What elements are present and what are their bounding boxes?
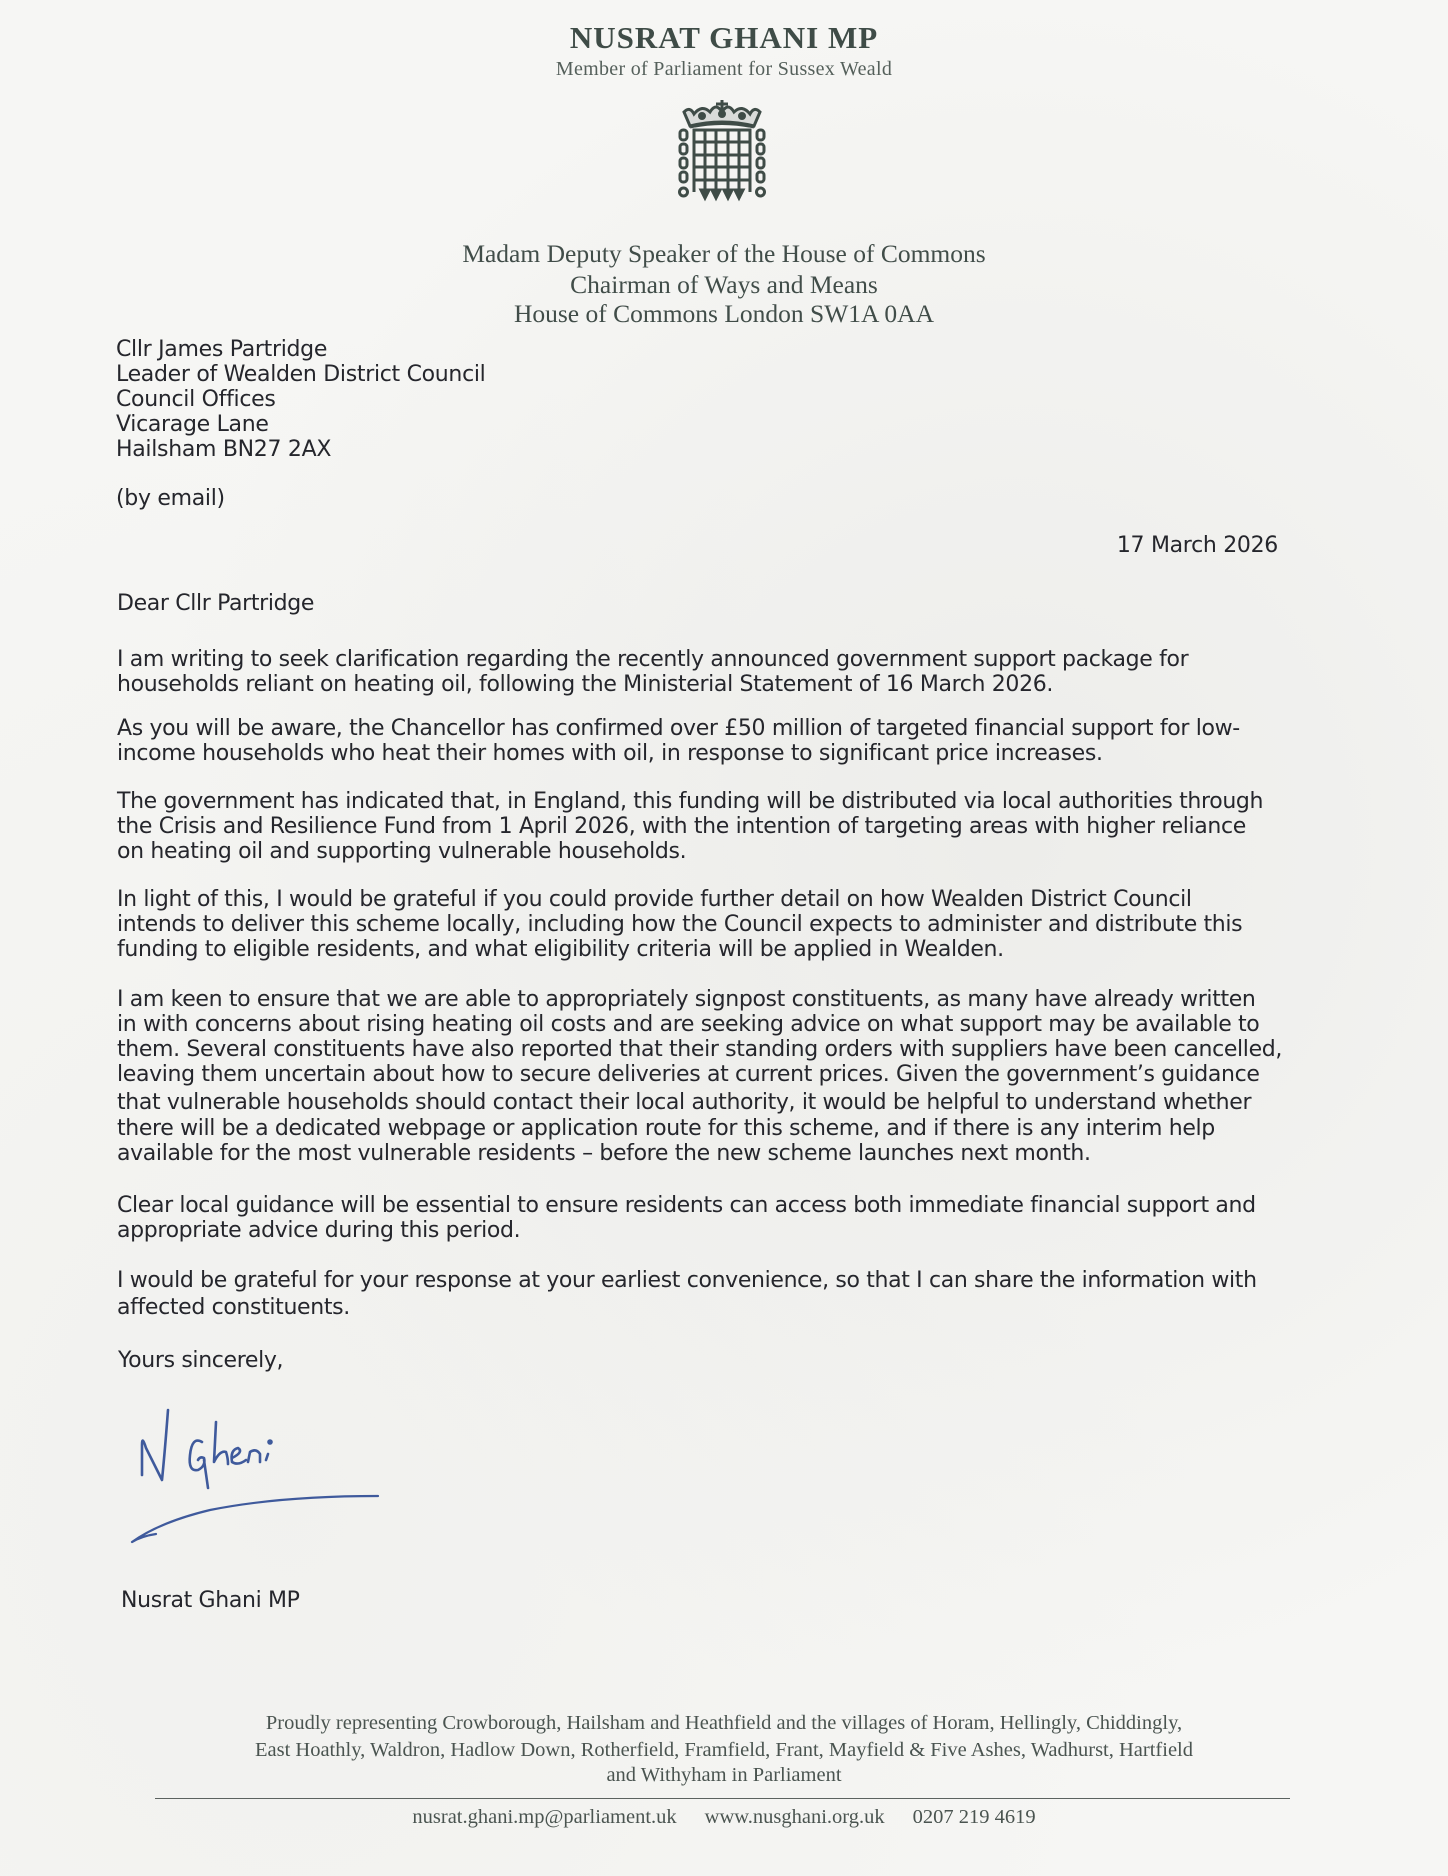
- body-line: I am keen to ensure that we are able to appropriately signpost constituents, as many have already written: [117, 987, 1256, 1012]
- body-line: income households who heat their homes with oil, in response to significant price increases.: [117, 741, 1103, 766]
- body-line: that vulnerable households should contact their local authority, it would be helpful to understand whether: [117, 1090, 1252, 1115]
- recipient-address-line: Vicarage Lane: [116, 412, 269, 437]
- recipient-title: Leader of Wealden District Council: [116, 362, 486, 387]
- body-line: leaving them uncertain about how to secure deliveries at current prices. Given the government’s guidance: [117, 1062, 1260, 1087]
- handwritten-signature-icon: [120, 1400, 400, 1555]
- recipient-address-line: Council Offices: [116, 387, 276, 412]
- body-line: As you will be aware, the Chancellor has confirmed over £50 million of targeted financial support for low-: [117, 716, 1240, 741]
- body-line: there will be a dedicated webpage or application route for this scheme, and if there is any interim help: [117, 1116, 1215, 1141]
- valediction: Yours sincerely,: [118, 1348, 284, 1373]
- body-line: In light of this, I would be grateful if you could provide further detail on how Wealden District Council: [117, 887, 1192, 912]
- constituency-subtitle: Member of Parliament for Sussex Weald: [555, 58, 893, 80]
- body-line: I am writing to seek clarification regarding the recently announced government support package for: [117, 647, 1189, 672]
- body-line: intends to deliver this scheme locally, including how the Council expects to administer and distribute this: [117, 912, 1243, 937]
- office-line-chairman: Chairman of Ways and Means: [570, 270, 878, 299]
- recipient-postcode-line: Hailsham BN27 2AX: [116, 437, 332, 462]
- body-line: funding to eligible residents, and what eligibility criteria will be applied in Wealden.: [117, 937, 1004, 962]
- footer-phone: 0207 219 4619: [912, 1806, 1036, 1828]
- office-line-deputy-speaker: Madam Deputy Speaker of the House of Commons: [462, 239, 986, 268]
- letter-date: 17 March 2026: [1116, 533, 1278, 558]
- portcullis-icon: [672, 100, 772, 210]
- body-line: on heating oil and supporting vulnerable households.: [117, 839, 687, 864]
- body-line: the Crisis and Resilience Fund from 1 April 2026, with the intention of targeting areas with higher reliance: [117, 814, 1246, 839]
- footer-website-link[interactable]: www.nusghani.org.uk: [704, 1806, 885, 1828]
- signatory-name: Nusrat Ghani MP: [121, 1588, 300, 1613]
- delivery-method: (by email): [116, 486, 225, 511]
- body-line: available for the most vulnerable residents – before the new scheme launches next month.: [117, 1141, 1091, 1166]
- body-line: appropriate advice during this period.: [117, 1218, 521, 1243]
- body-line: affected constituents.: [117, 1295, 350, 1320]
- footer-contact-line: [0, 1806, 1448, 1829]
- recipient-name: Cllr James Partridge: [116, 337, 328, 362]
- body-line: The government has indicated that, in England, this funding will be distributed via local authorities through: [117, 789, 1264, 814]
- body-line: Clear local guidance will be essential to ensure residents can access both immediate financial support and: [117, 1193, 1256, 1218]
- body-line: I would be grateful for your response at your earliest convenience, so that I can share the information with: [117, 1268, 1257, 1293]
- footer-constituency-line: Proudly representing Crowborough, Hailsham and Heathfield and the villages of Horam, Hellingly, Chiddingly,: [265, 1712, 1183, 1734]
- footer-constituency-line: and Withyham in Parliament: [606, 1764, 842, 1786]
- body-line: households reliant on heating oil, following the Ministerial Statement of 16 March 2026.: [117, 672, 1054, 697]
- body-line: them. Several constituents have also reported that their standing orders with suppliers have been cancelled,: [117, 1037, 1283, 1062]
- office-line-address: House of Commons London SW1A 0AA: [513, 299, 935, 328]
- footer-divider: [155, 1798, 1290, 1799]
- salutation: Dear Cllr Partridge: [117, 591, 315, 616]
- mp-name-heading: NUSRAT GHANI MP: [569, 20, 879, 55]
- body-line: in with concerns about rising heating oil costs and are seeking advice on what support may be available to: [117, 1012, 1260, 1037]
- footer-email-link[interactable]: nusrat.ghani.mp@parliament.uk: [412, 1806, 677, 1828]
- footer-constituency-line: East Hoathly, Waldron, Hadlow Down, Rotherfield, Framfield, Frant, Mayfield & Five Ashes, Wadhurst, Hartfield: [254, 1739, 1193, 1761]
